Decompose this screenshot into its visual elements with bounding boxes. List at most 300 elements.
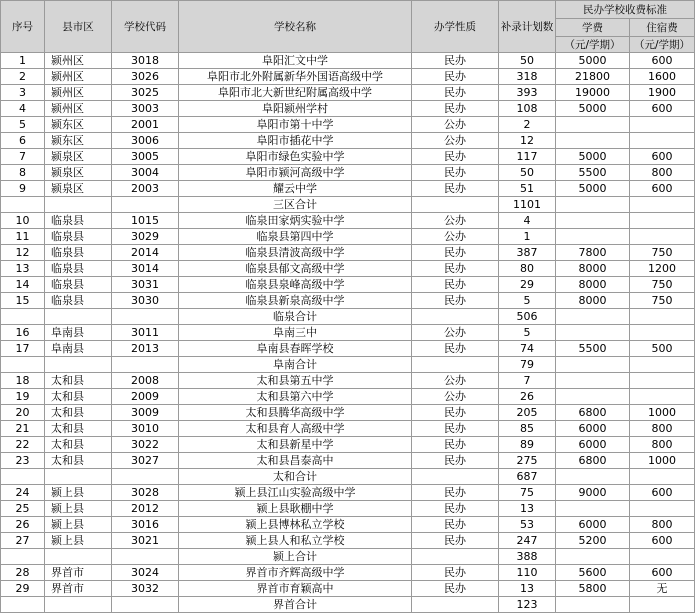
- cell-plan: 75: [499, 485, 556, 501]
- cell-school-name: 阜阳汇文中学: [179, 53, 412, 69]
- cell-board: 1000: [630, 453, 695, 469]
- cell-board: 800: [630, 421, 695, 437]
- cell-seq: 12: [1, 245, 45, 261]
- cell-tuition: 19000: [556, 85, 630, 101]
- cell-county: 太和县: [45, 389, 112, 405]
- header-plan: 补录计划数: [499, 1, 556, 53]
- cell-plan: 318: [499, 69, 556, 85]
- cell-nature: 民办: [412, 261, 499, 277]
- cell-code: [112, 357, 179, 373]
- cell-code: 3021: [112, 533, 179, 549]
- cell-nature: 民办: [412, 453, 499, 469]
- cell-seq: [1, 549, 45, 565]
- cell-nature: 民办: [412, 165, 499, 181]
- cell-seq: 1: [1, 53, 45, 69]
- table-row: [1, 501, 695, 517]
- cell-plan: 7: [499, 373, 556, 389]
- cell-nature: [412, 197, 499, 213]
- header-board-unit: （元/学期）: [630, 37, 695, 53]
- cell-school-name: 阜阳市绿色实验中学: [179, 149, 412, 165]
- cell-nature: 民办: [412, 149, 499, 165]
- table-row: [1, 213, 695, 229]
- table-row: [1, 245, 695, 261]
- cell-board: [630, 133, 695, 149]
- cell-nature: 公办: [412, 325, 499, 341]
- cell-county: 太和县: [45, 405, 112, 421]
- cell-school-name: 阜南三中: [179, 325, 412, 341]
- cell-board: 750: [630, 277, 695, 293]
- cell-plan: 387: [499, 245, 556, 261]
- cell-code: 2014: [112, 245, 179, 261]
- cell-nature: 民办: [412, 565, 499, 581]
- cell-code: 3028: [112, 485, 179, 501]
- cell-seq: 8: [1, 165, 45, 181]
- cell-tuition: 5000: [556, 149, 630, 165]
- cell-county: [45, 549, 112, 565]
- cell-tuition: 5200: [556, 533, 630, 549]
- table-row: [1, 325, 695, 341]
- cell-seq: [1, 469, 45, 485]
- cell-tuition: [556, 309, 630, 325]
- cell-tuition: 6000: [556, 421, 630, 437]
- cell-board: [630, 549, 695, 565]
- cell-county: 太和县: [45, 373, 112, 389]
- cell-seq: 17: [1, 341, 45, 357]
- cell-seq: 4: [1, 101, 45, 117]
- cell-nature: 民办: [412, 85, 499, 101]
- cell-code: [112, 549, 179, 565]
- cell-school-name: 临泉县第四中学: [179, 229, 412, 245]
- cell-nature: 民办: [412, 277, 499, 293]
- cell-code: 3014: [112, 261, 179, 277]
- cell-code: 3027: [112, 453, 179, 469]
- header-board: 住宿费: [630, 19, 695, 37]
- cell-nature: 公办: [412, 133, 499, 149]
- cell-plan: 275: [499, 453, 556, 469]
- subtotal-plan: 506: [499, 309, 556, 325]
- cell-plan: 247: [499, 533, 556, 549]
- cell-seq: 28: [1, 565, 45, 581]
- cell-tuition: 6800: [556, 453, 630, 469]
- cell-board: [630, 469, 695, 485]
- cell-board: [630, 325, 695, 341]
- cell-plan: 13: [499, 501, 556, 517]
- cell-code: 3025: [112, 85, 179, 101]
- cell-county: 颍上县: [45, 485, 112, 501]
- table-row: [1, 69, 695, 85]
- cell-tuition: [556, 213, 630, 229]
- cell-plan: 80: [499, 261, 556, 277]
- cell-tuition: [556, 117, 630, 133]
- cell-school-name: 太和县腾华高级中学: [179, 405, 412, 421]
- cell-county: 颍上县: [45, 533, 112, 549]
- cell-code: 3006: [112, 133, 179, 149]
- cell-county: [45, 197, 112, 213]
- subtotal-label: 界首合计: [179, 597, 412, 613]
- cell-seq: 2: [1, 69, 45, 85]
- cell-nature: 民办: [412, 533, 499, 549]
- cell-county: 临泉县: [45, 293, 112, 309]
- cell-nature: [412, 469, 499, 485]
- cell-county: 界首市: [45, 565, 112, 581]
- cell-school-name: 临泉县清波高级中学: [179, 245, 412, 261]
- cell-county: 太和县: [45, 453, 112, 469]
- cell-seq: [1, 197, 45, 213]
- cell-county: 阜南县: [45, 325, 112, 341]
- cell-county: 颍州区: [45, 53, 112, 69]
- cell-seq: 18: [1, 373, 45, 389]
- header-nature: 办学性质: [412, 1, 499, 53]
- cell-school-name: 太和县昌泰高中: [179, 453, 412, 469]
- cell-plan: 13: [499, 581, 556, 597]
- cell-tuition: 6800: [556, 405, 630, 421]
- cell-code: 3026: [112, 69, 179, 85]
- subtotal-row: [1, 309, 695, 325]
- subtotal-row: [1, 469, 695, 485]
- cell-tuition: 5800: [556, 581, 630, 597]
- cell-nature: 民办: [412, 437, 499, 453]
- cell-tuition: 5000: [556, 181, 630, 197]
- cell-school-name: 界首市育颖高中: [179, 581, 412, 597]
- cell-board: 800: [630, 517, 695, 533]
- cell-county: 临泉县: [45, 277, 112, 293]
- cell-tuition: [556, 501, 630, 517]
- cell-nature: 公办: [412, 213, 499, 229]
- cell-county: 临泉县: [45, 261, 112, 277]
- cell-code: [112, 469, 179, 485]
- cell-tuition: [556, 229, 630, 245]
- header-code: 学校代码: [112, 1, 179, 53]
- cell-board: 600: [630, 181, 695, 197]
- cell-board: 1600: [630, 69, 695, 85]
- cell-board: 750: [630, 293, 695, 309]
- cell-seq: 13: [1, 261, 45, 277]
- cell-county: 颍东区: [45, 133, 112, 149]
- subtotal-label: 颍上合计: [179, 549, 412, 565]
- cell-board: [630, 229, 695, 245]
- cell-nature: [412, 309, 499, 325]
- cell-tuition: 5000: [556, 101, 630, 117]
- cell-nature: 民办: [412, 501, 499, 517]
- header-county: 县市区: [45, 1, 112, 53]
- cell-plan: 5: [499, 293, 556, 309]
- cell-board: [630, 389, 695, 405]
- cell-nature: 民办: [412, 405, 499, 421]
- table-row: [1, 133, 695, 149]
- cell-code: 1015: [112, 213, 179, 229]
- cell-school-name: 颍上县耿棚中学: [179, 501, 412, 517]
- cell-tuition: [556, 197, 630, 213]
- cell-nature: 民办: [412, 581, 499, 597]
- subtotal-row: [1, 597, 695, 613]
- table-row: [1, 485, 695, 501]
- subtotal-label: 太和合计: [179, 469, 412, 485]
- table-row: [1, 517, 695, 533]
- cell-board: 600: [630, 53, 695, 69]
- cell-plan: 29: [499, 277, 556, 293]
- cell-tuition: [556, 389, 630, 405]
- cell-nature: 民办: [412, 341, 499, 357]
- cell-school-name: 阜阳市第十中学: [179, 117, 412, 133]
- cell-county: 太和县: [45, 437, 112, 453]
- cell-nature: [412, 357, 499, 373]
- cell-plan: 1: [499, 229, 556, 245]
- cell-plan: 53: [499, 517, 556, 533]
- table-body: [1, 53, 695, 613]
- cell-county: 颍泉区: [45, 149, 112, 165]
- cell-code: 3024: [112, 565, 179, 581]
- table-row: [1, 165, 695, 181]
- cell-code: 2013: [112, 341, 179, 357]
- cell-tuition: [556, 133, 630, 149]
- cell-board: 600: [630, 533, 695, 549]
- cell-code: [112, 597, 179, 613]
- cell-school-name: 阜阳市插花中学: [179, 133, 412, 149]
- table-row: [1, 85, 695, 101]
- cell-county: 颍泉区: [45, 181, 112, 197]
- cell-school-name: 阜阳颍州学村: [179, 101, 412, 117]
- cell-county: 临泉县: [45, 245, 112, 261]
- table-row: [1, 581, 695, 597]
- table-row: [1, 405, 695, 421]
- cell-board: [630, 357, 695, 373]
- cell-plan: 89: [499, 437, 556, 453]
- cell-tuition: 8000: [556, 293, 630, 309]
- cell-plan: 85: [499, 421, 556, 437]
- cell-seq: 14: [1, 277, 45, 293]
- cell-code: 3022: [112, 437, 179, 453]
- cell-seq: 10: [1, 213, 45, 229]
- cell-nature: 民办: [412, 101, 499, 117]
- table-row: [1, 373, 695, 389]
- cell-county: 界首市: [45, 581, 112, 597]
- cell-board: [630, 597, 695, 613]
- cell-plan: 2: [499, 117, 556, 133]
- cell-seq: 11: [1, 229, 45, 245]
- cell-nature: 公办: [412, 373, 499, 389]
- cell-county: 颍泉区: [45, 165, 112, 181]
- cell-county: 颍东区: [45, 117, 112, 133]
- table-row: [1, 181, 695, 197]
- cell-code: 3018: [112, 53, 179, 69]
- cell-county: [45, 597, 112, 613]
- cell-board: [630, 213, 695, 229]
- subtotal-row: [1, 549, 695, 565]
- cell-nature: 公办: [412, 117, 499, 133]
- cell-nature: [412, 597, 499, 613]
- cell-plan: 393: [499, 85, 556, 101]
- cell-board: 750: [630, 245, 695, 261]
- cell-school-name: 临泉县郁文高级中学: [179, 261, 412, 277]
- cell-code: 2012: [112, 501, 179, 517]
- cell-code: 2003: [112, 181, 179, 197]
- cell-county: [45, 469, 112, 485]
- cell-tuition: 6000: [556, 517, 630, 533]
- cell-board: 800: [630, 437, 695, 453]
- cell-code: 3011: [112, 325, 179, 341]
- cell-plan: 5: [499, 325, 556, 341]
- cell-code: 3029: [112, 229, 179, 245]
- cell-county: 临泉县: [45, 229, 112, 245]
- cell-board: [630, 501, 695, 517]
- table-row: [1, 117, 695, 133]
- cell-county: 太和县: [45, 421, 112, 437]
- cell-nature: 民办: [412, 485, 499, 501]
- cell-tuition: 5500: [556, 165, 630, 181]
- cell-nature: 公办: [412, 389, 499, 405]
- cell-seq: [1, 357, 45, 373]
- cell-seq: [1, 309, 45, 325]
- cell-tuition: 7800: [556, 245, 630, 261]
- cell-seq: 6: [1, 133, 45, 149]
- cell-seq: 7: [1, 149, 45, 165]
- cell-school-name: 临泉县新泉高级中学: [179, 293, 412, 309]
- cell-school-name: 太和县第六中学: [179, 389, 412, 405]
- cell-seq: 20: [1, 405, 45, 421]
- subtotal-row: [1, 197, 695, 213]
- cell-board: 800: [630, 165, 695, 181]
- cell-tuition: 21800: [556, 69, 630, 85]
- cell-plan: 74: [499, 341, 556, 357]
- cell-code: 3030: [112, 293, 179, 309]
- cell-tuition: 9000: [556, 485, 630, 501]
- cell-plan: 50: [499, 165, 556, 181]
- table-row: [1, 437, 695, 453]
- cell-board: [630, 197, 695, 213]
- cell-county: 阜南县: [45, 341, 112, 357]
- cell-seq: 21: [1, 421, 45, 437]
- cell-school-name: 阜阳市颍河高级中学: [179, 165, 412, 181]
- cell-plan: 110: [499, 565, 556, 581]
- cell-nature: 民办: [412, 517, 499, 533]
- cell-county: 颍州区: [45, 69, 112, 85]
- table-row: [1, 421, 695, 437]
- cell-code: 3009: [112, 405, 179, 421]
- cell-nature: 民办: [412, 421, 499, 437]
- cell-board: 500: [630, 341, 695, 357]
- subtotal-plan: 123: [499, 597, 556, 613]
- cell-seq: 15: [1, 293, 45, 309]
- cell-seq: 23: [1, 453, 45, 469]
- cell-tuition: [556, 373, 630, 389]
- table-row: [1, 293, 695, 309]
- cell-school-name: 太和县第五中学: [179, 373, 412, 389]
- cell-board: 1200: [630, 261, 695, 277]
- cell-nature: 民办: [412, 69, 499, 85]
- table-row: [1, 453, 695, 469]
- subtotal-label: 三区合计: [179, 197, 412, 213]
- cell-nature: 公办: [412, 229, 499, 245]
- cell-code: 3016: [112, 517, 179, 533]
- table-row: [1, 101, 695, 117]
- cell-school-name: 太和县育人高级中学: [179, 421, 412, 437]
- cell-board: 无: [630, 581, 695, 597]
- table-row: [1, 149, 695, 165]
- cell-plan: 50: [499, 53, 556, 69]
- cell-plan: 4: [499, 213, 556, 229]
- cell-county: 颍上县: [45, 517, 112, 533]
- cell-plan: 51: [499, 181, 556, 197]
- cell-school-name: 临泉田家炳实验中学: [179, 213, 412, 229]
- cell-plan: 117: [499, 149, 556, 165]
- cell-county: [45, 357, 112, 373]
- cell-code: 3032: [112, 581, 179, 597]
- cell-seq: 19: [1, 389, 45, 405]
- cell-code: [112, 197, 179, 213]
- cell-board: [630, 373, 695, 389]
- header-seq: 序号: [1, 1, 45, 53]
- cell-nature: 民办: [412, 245, 499, 261]
- cell-nature: 民办: [412, 181, 499, 197]
- cell-tuition: [556, 597, 630, 613]
- cell-county: 颍州区: [45, 101, 112, 117]
- subtotal-plan: 79: [499, 357, 556, 373]
- cell-code: 3004: [112, 165, 179, 181]
- cell-code: 3010: [112, 421, 179, 437]
- cell-board: [630, 117, 695, 133]
- table-row: [1, 277, 695, 293]
- cell-plan: 205: [499, 405, 556, 421]
- cell-school-name: 太和县新星中学: [179, 437, 412, 453]
- cell-code: 3005: [112, 149, 179, 165]
- cell-school-name: 颍上县人和私立学校: [179, 533, 412, 549]
- subtotal-plan: 388: [499, 549, 556, 565]
- cell-seq: 29: [1, 581, 45, 597]
- cell-plan: 12: [499, 133, 556, 149]
- cell-nature: 民办: [412, 293, 499, 309]
- cell-tuition: [556, 469, 630, 485]
- subtotal-row: [1, 357, 695, 373]
- cell-seq: 24: [1, 485, 45, 501]
- cell-county: 临泉县: [45, 213, 112, 229]
- table-row: [1, 261, 695, 277]
- header-name: 学校名称: [179, 1, 412, 53]
- cell-tuition: [556, 549, 630, 565]
- cell-code: 2001: [112, 117, 179, 133]
- cell-seq: 26: [1, 517, 45, 533]
- cell-school-name: 临泉县泉峰高级中学: [179, 277, 412, 293]
- subtotal-plan: 1101: [499, 197, 556, 213]
- cell-school-name: 界首市齐辉高级中学: [179, 565, 412, 581]
- header-tuition-unit: （元/学期）: [556, 37, 630, 53]
- cell-school-name: 颍上县江山实验高级中学: [179, 485, 412, 501]
- cell-seq: 5: [1, 117, 45, 133]
- cell-plan: 26: [499, 389, 556, 405]
- table-row: [1, 389, 695, 405]
- cell-tuition: 5600: [556, 565, 630, 581]
- cell-school-name: 阜阳市北外附属新华外国语高级中学: [179, 69, 412, 85]
- cell-county: [45, 309, 112, 325]
- table-row: [1, 53, 695, 69]
- cell-county: 颍上县: [45, 501, 112, 517]
- table-header: [1, 1, 695, 53]
- cell-code: [112, 309, 179, 325]
- cell-tuition: 5000: [556, 53, 630, 69]
- cell-board: 1900: [630, 85, 695, 101]
- subtotal-plan: 687: [499, 469, 556, 485]
- cell-seq: 16: [1, 325, 45, 341]
- cell-code: 3031: [112, 277, 179, 293]
- cell-nature: 民办: [412, 53, 499, 69]
- header-fee-group: 民办学校收费标准: [556, 1, 695, 19]
- cell-tuition: 8000: [556, 277, 630, 293]
- cell-board: [630, 309, 695, 325]
- cell-tuition: 6000: [556, 437, 630, 453]
- cell-seq: 25: [1, 501, 45, 517]
- table-row: [1, 341, 695, 357]
- cell-seq: [1, 597, 45, 613]
- cell-school-name: 颍上县博林私立学校: [179, 517, 412, 533]
